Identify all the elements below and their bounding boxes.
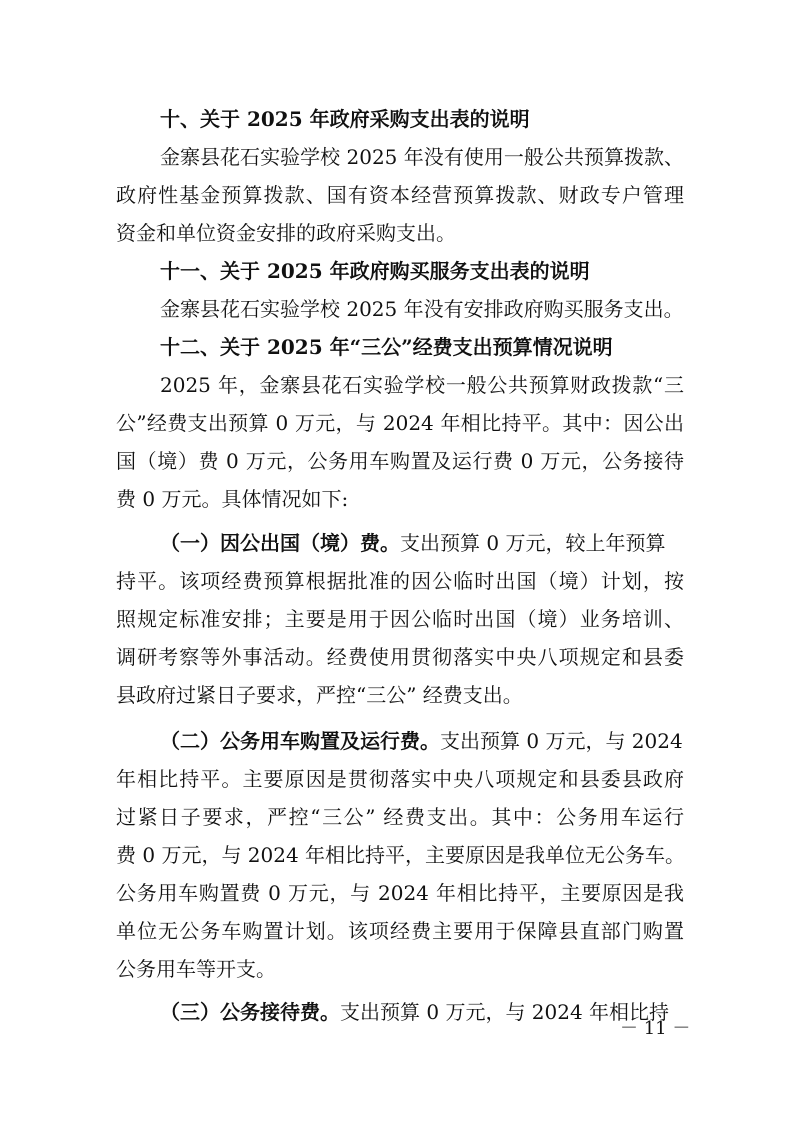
paragraph-line: 持平。该项经费预算根据批准的因公临时出国（境）计划，按 <box>116 569 684 593</box>
subsection-text: 支出预算 0 万元，与 2024 <box>440 729 683 753</box>
subsection-title-3: （三）公务接待费。 <box>160 1000 340 1024</box>
subsection-line <box>160 1000 684 1024</box>
paragraph-line: 单位无公务车购置计划。该项经费主要用于保障县直部门购置 <box>116 919 684 943</box>
paragraph-line: 政府性基金预算拨款、国有资本经营预算拨款、财政专户管理 <box>116 183 684 207</box>
subsection-title-1: （一）因公出国（境）费。 <box>160 531 400 555</box>
paragraph-line: 2025 年，金寨县花石实验学校一般公共预算财政拨款“三 <box>160 373 684 397</box>
paragraph-line: 年相比持平。主要原因是贯彻落实中央八项规定和县委县政府 <box>116 767 684 791</box>
section-heading-11: 十一、关于 2025 年政府购买服务支出表的说明 <box>160 259 590 283</box>
paragraph-line: 资金和单位资金安排的政府采购支出。 <box>116 221 456 245</box>
paragraph-line: 费 0 万元。具体情况如下: <box>116 487 349 511</box>
subsection-line <box>160 729 684 753</box>
paragraph-line: 公”经费支出预算 0 万元，与 2024 年相比持平。其中：因公出 <box>116 411 684 435</box>
page-number: － 11 － <box>620 1018 691 1039</box>
subsection-text: 支出预算 0 万元，与 2024 年相比持 <box>340 1000 670 1024</box>
subsection-line <box>160 531 684 555</box>
paragraph-line: 调研考察等外事活动。经费使用贯彻落实中央八项规定和县委 <box>116 645 684 669</box>
paragraph-line: 国（境）费 0 万元，公务用车购置及运行费 0 万元，公务接待 <box>116 449 684 473</box>
paragraph-line: 县政府过紧日子要求，严控“三公” 经费支出。 <box>116 683 523 707</box>
subsection-text: 支出预算 0 万元，较上年预算 <box>400 531 666 555</box>
paragraph-line: 过紧日子要求，严控“三公” 经费支出。其中：公务用车运行 <box>116 805 684 829</box>
paragraph-line: 照规定标准安排；主要是用于因公临时出国（境）业务培训、 <box>116 607 684 631</box>
section-heading-12: 十二、关于 2025 年“三公”经费支出预算情况说明 <box>160 335 613 359</box>
paragraph-line: 公务用车等开支。 <box>116 957 276 981</box>
paragraph-line: 公务用车购置费 0 万元，与 2024 年相比持平，主要原因是我 <box>116 881 684 905</box>
paragraph-line: 费 0 万元，与 2024 年相比持平，主要原因是我单位无公务车。 <box>116 843 686 867</box>
paragraph-line: 金寨县花石实验学校 2025 年没有使用一般公共预算拨款、 <box>160 145 684 169</box>
paragraph-line: 金寨县花石实验学校 2025 年没有安排政府购买服务支出。 <box>160 297 684 321</box>
subsection-title-2: （二）公务用车购置及运行费。 <box>160 729 440 753</box>
section-heading-10: 十、关于 2025 年政府采购支出表的说明 <box>160 107 530 131</box>
